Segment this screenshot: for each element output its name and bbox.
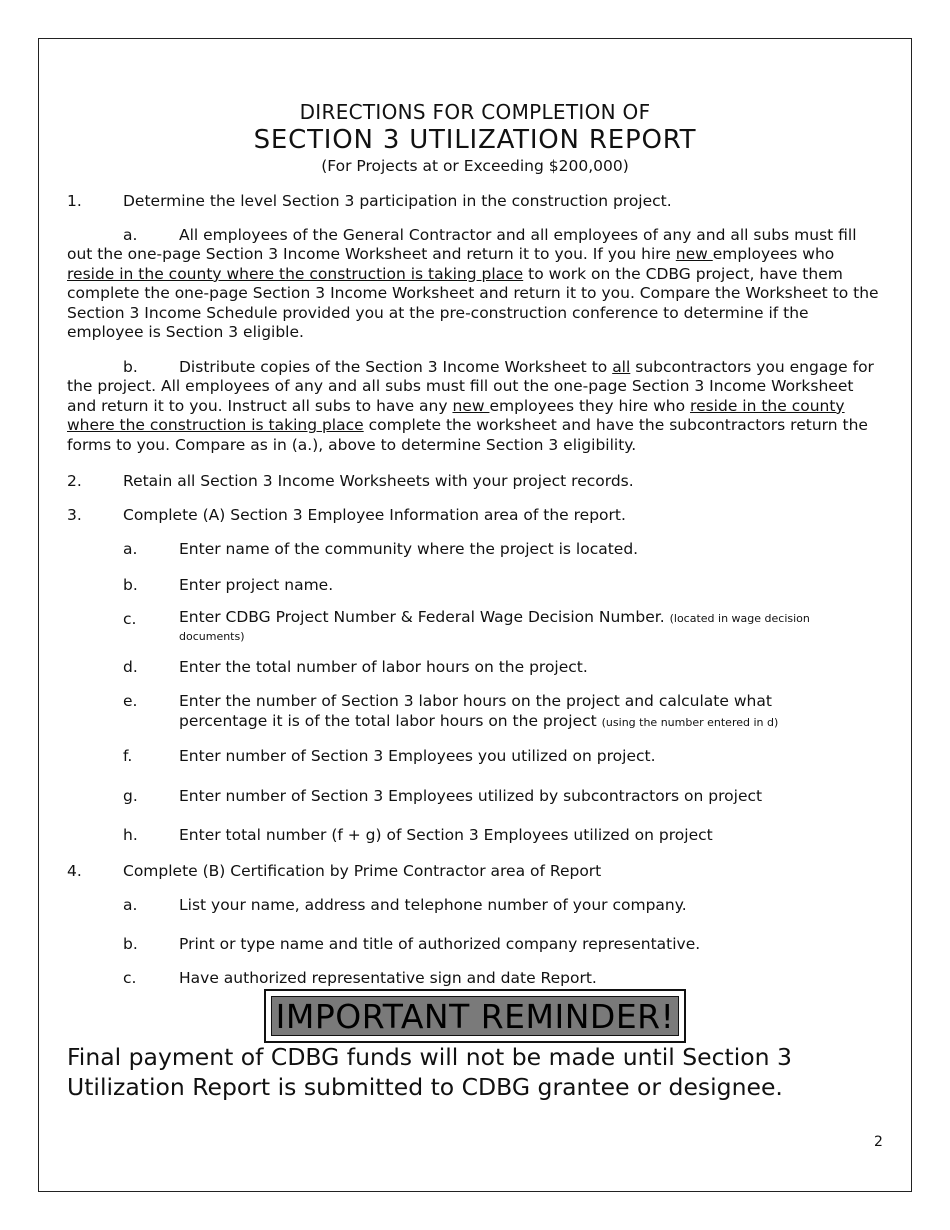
- step-4a-text: List your name, address and telephone number of your company.: [179, 896, 687, 914]
- step-1-text: Determine the level Section 3 participation in the construction project.: [123, 192, 672, 210]
- step-3e-text: Enter the number of Section 3 labor hours on the project and calculate what percentage it is of the total labor hours on the project (using the number entered in d): [179, 692, 779, 730]
- step-1b-paragraph: b. Distribute copies of the Section 3 Income Worksheet to all subcontractors you engage for the project. All employees of any and all subs must fill out the one-page Section 3 Income Worksheet and return it to you. Instruct all subs to have any new employees they hire who reside in the county where the construction is taking place complete the worksheet and have the subcontractors return the forms to you. Compare as in (a.), above to determine Section 3 eligibility.: [67, 358, 874, 454]
- step-3e-note: (using the number entered in d): [601, 716, 779, 729]
- important-reminder-text: IMPORTANT REMINDER!: [271, 996, 679, 1036]
- step-3f-label: f.: [123, 747, 133, 765]
- step-1a-paragraph: a. All employees of the General Contractor and all employees of any and all subs must fill out the one-page Section 3 Income Worksheet and return it to you. If you hire new employees who reside in the county where the construction is taking place to work on the CDBG project, have them complete the one-page Section 3 Income Worksheet and return it to you. Compare the Worksheet to the Section 3 Income Schedule provided you at the pre-construction conference to determine if the employee is Section 3 eligible.: [67, 226, 879, 342]
- step-3b-label: b.: [123, 576, 138, 594]
- final-payment-note: Final payment of CDBG funds will not be made until Section 3 Utilization Report is submitted to CDBG grantee or designee.: [67, 1043, 792, 1101]
- step-3d-text: Enter the total number of labor hours on the project.: [179, 658, 588, 676]
- step-4c-text: Have authorized representative sign and date Report.: [179, 969, 597, 987]
- step-3g-text: Enter number of Section 3 Employees utilized by subcontractors on project: [179, 787, 763, 805]
- page-number: 2: [874, 1134, 883, 1150]
- step-1b-label: b.: [123, 358, 138, 376]
- step-2-number: 2.: [67, 472, 82, 490]
- step-3e-label: e.: [123, 692, 138, 710]
- step-3f-text: Enter number of Section 3 Employees you utilized on project.: [179, 747, 656, 765]
- step-3-number: 3.: [67, 506, 82, 524]
- title-line-2: SECTION 3 UTILIZATION REPORT: [253, 125, 697, 155]
- step-3a-label: a.: [123, 540, 138, 558]
- step-3c-text: Enter CDBG Project Number & Federal Wage Decision Number. (located in wage decision documents): [179, 608, 810, 643]
- step-4c-label: c.: [123, 969, 137, 987]
- step-4-text: Complete (B) Certification by Prime Contractor area of Report: [123, 862, 602, 880]
- important-reminder-box: [264, 989, 686, 1043]
- step-3h-text: Enter total number (f + g) of Section 3 Employees utilized on project: [179, 826, 713, 844]
- step-3h-label: h.: [123, 826, 138, 844]
- title-line-3: (For Projects at or Exceeding $200,000): [321, 157, 629, 175]
- title-line-1: DIRECTIONS FOR COMPLETION OF: [299, 100, 651, 124]
- step-3c-label: c.: [123, 610, 137, 628]
- step-3a-text: Enter name of the community where the project is located.: [179, 540, 639, 558]
- step-4-number: 4.: [67, 862, 82, 880]
- step-3c-note: (located in wage decision documents): [179, 612, 810, 643]
- step-3d-label: d.: [123, 658, 138, 676]
- step-4b-text: Print or type name and title of authorized company representative.: [179, 935, 701, 953]
- step-3b-text: Enter project name.: [179, 576, 334, 594]
- step-3g-label: g.: [123, 787, 138, 805]
- step-3-text: Complete (A) Section 3 Employee Information area of the report.: [123, 506, 626, 524]
- step-1a-label: a.: [123, 226, 138, 244]
- step-4a-label: a.: [123, 896, 138, 914]
- step-1-number: 1.: [67, 192, 82, 210]
- step-2-text: Retain all Section 3 Income Worksheets with your project records.: [123, 472, 634, 490]
- step-4b-label: b.: [123, 935, 138, 953]
